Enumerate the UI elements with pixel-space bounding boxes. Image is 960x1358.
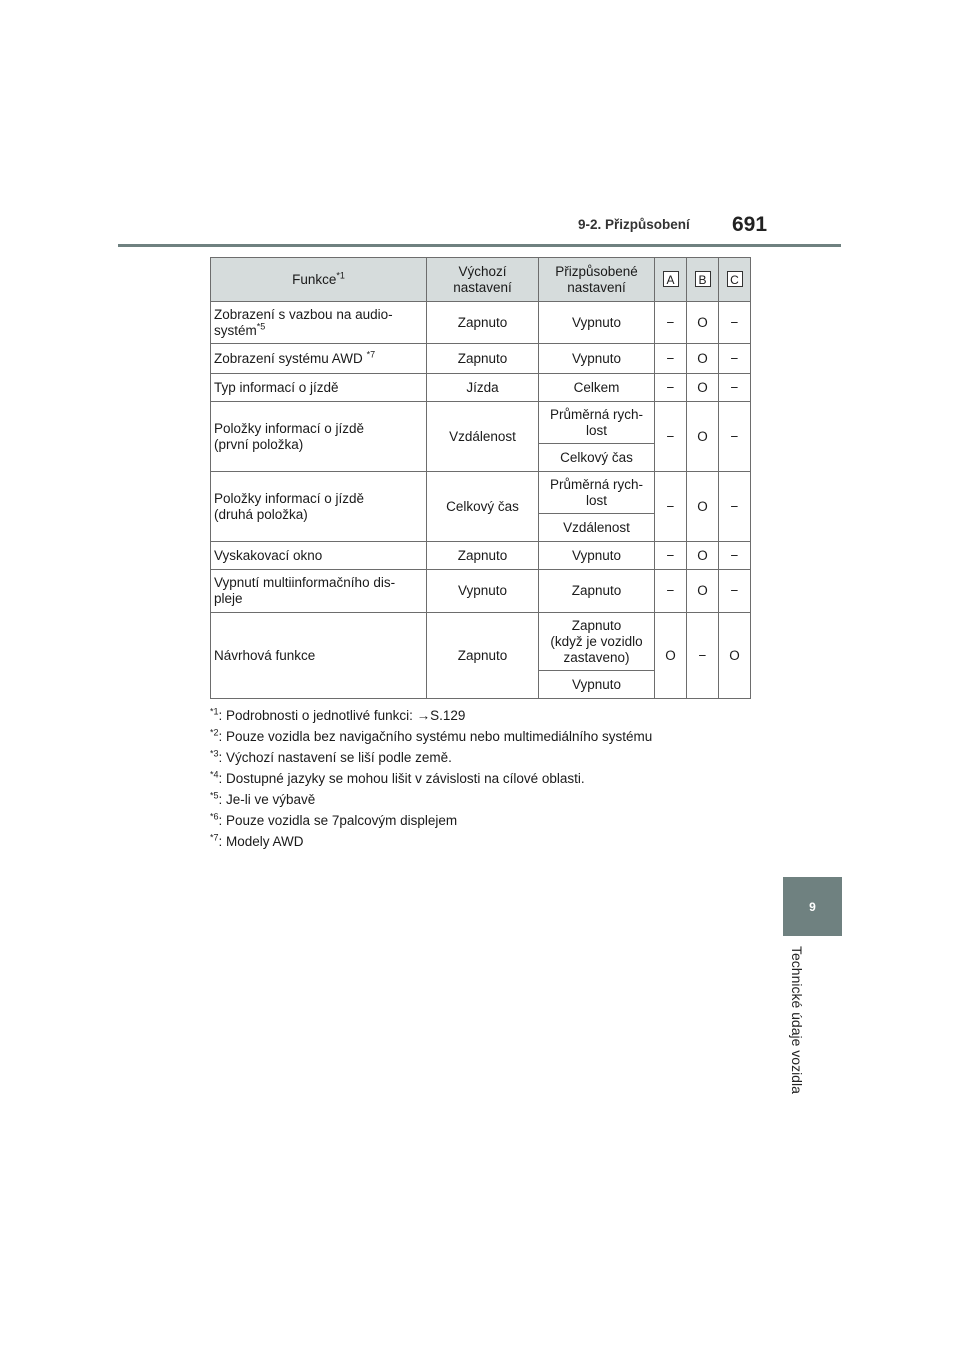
c-cell: − [719, 542, 751, 570]
custom-cell: Zapnuto (když je vozidlo zastaveno) [539, 613, 655, 671]
default-cell: Vypnuto [427, 570, 539, 613]
custom-cell: Vzdálenost [539, 514, 655, 542]
chapter-tab [783, 877, 842, 936]
header-b: B [687, 258, 719, 302]
default-cell: Zapnuto [427, 613, 539, 699]
function-cell: Zobrazení s vazbou na audio- systém$^{*5}$ [211, 302, 427, 344]
footnote: $^{*5}$: Je-li ve výbavě [210, 790, 316, 807]
function-cell: Typ informací o jízdě [211, 374, 427, 402]
footnote: $^{*4}$: Dostupné jazyky se mohou lišit v závislosti na cílové oblasti. [210, 769, 585, 786]
chapter-label: Technické údaje vozidla [789, 946, 805, 1094]
function-cell: Vyskakovací okno [211, 542, 427, 570]
b-cell: O [687, 302, 719, 344]
c-cell: − [719, 472, 751, 542]
header-funkce: Funkce$^{*1}$ [211, 258, 427, 302]
table-row [211, 570, 751, 613]
table-row [211, 613, 751, 671]
header-divider [118, 244, 841, 247]
a-cell: − [655, 570, 687, 613]
b-cell: O [687, 472, 719, 542]
default-cell: Zapnuto [427, 542, 539, 570]
b-cell: O [687, 570, 719, 613]
c-cell: − [719, 570, 751, 613]
a-cell: − [655, 374, 687, 402]
b-cell: O [687, 402, 719, 472]
page-number: 691 [732, 213, 768, 236]
a-cell: − [655, 344, 687, 374]
c-cell: − [719, 344, 751, 374]
custom-cell: Celkem [539, 374, 655, 402]
custom-cell: Vypnuto [539, 302, 655, 344]
custom-cell: Celkový čas [539, 444, 655, 472]
a-cell: O [655, 613, 687, 699]
function-cell: Návrhová funkce [211, 613, 427, 699]
header-c: C [719, 258, 751, 302]
footnote: $^{*6}$: Pouze vozidla se 7palcovým displejem [210, 811, 458, 828]
footnote: $^{*1}$: Podrobnosti o jednotlivé funkci: →S.129 [210, 706, 466, 723]
custom-cell: Průměrná rych- lost [539, 402, 655, 444]
default-cell: Zapnuto [427, 344, 539, 374]
a-cell: − [655, 542, 687, 570]
section-title: 9-2. Přizpůsobení [578, 217, 690, 232]
table-row [211, 344, 751, 374]
custom-cell: Zapnuto [539, 570, 655, 613]
function-cell: Zobrazení systému AWD $^{*7}$ [211, 344, 427, 374]
table-row [211, 402, 751, 444]
b-cell: O [687, 344, 719, 374]
b-cell: − [687, 613, 719, 699]
c-cell: − [719, 374, 751, 402]
footnote: $^{*7}$: Modely AWD [210, 832, 304, 849]
footnote: $^{*2}$: Pouze vozidla bez navigačního systému nebo multimediálního systému [210, 727, 653, 744]
c-cell: − [719, 302, 751, 344]
header-a: A [655, 258, 687, 302]
settings-table [210, 257, 751, 699]
footnotes [210, 705, 652, 852]
custom-cell: Vypnuto [539, 344, 655, 374]
footnote: $^{*3}$: Výchozí nastavení se liší podle země. [210, 748, 452, 765]
default-cell: Vzdálenost [427, 402, 539, 472]
table-row [211, 472, 751, 514]
default-cell: Celkový čas [427, 472, 539, 542]
a-cell: − [655, 402, 687, 472]
custom-cell: Vypnuto [539, 542, 655, 570]
a-cell: − [655, 302, 687, 344]
header-custom: Přizpůsobené nastavení [539, 258, 655, 302]
custom-cell: Vypnuto [539, 671, 655, 699]
table-row [211, 542, 751, 570]
table-row [211, 374, 751, 402]
function-cell: Položky informací o jízdě (druhá položka) [211, 472, 427, 542]
function-cell: Vypnutí multiinformačního dis- pleje [211, 570, 427, 613]
default-cell: Zapnuto [427, 302, 539, 344]
a-cell: − [655, 472, 687, 542]
default-cell: Jízda [427, 374, 539, 402]
b-cell: O [687, 374, 719, 402]
table-row [211, 302, 751, 344]
c-cell: O [719, 613, 751, 699]
custom-cell: Průměrná rych- lost [539, 472, 655, 514]
chapter-number: 9 [809, 899, 816, 914]
b-cell: O [687, 542, 719, 570]
table-header-row [211, 258, 751, 302]
function-cell: Položky informací o jízdě (první položka) [211, 402, 427, 472]
header-default: Výchozí nastavení [427, 258, 539, 302]
c-cell: − [719, 402, 751, 472]
